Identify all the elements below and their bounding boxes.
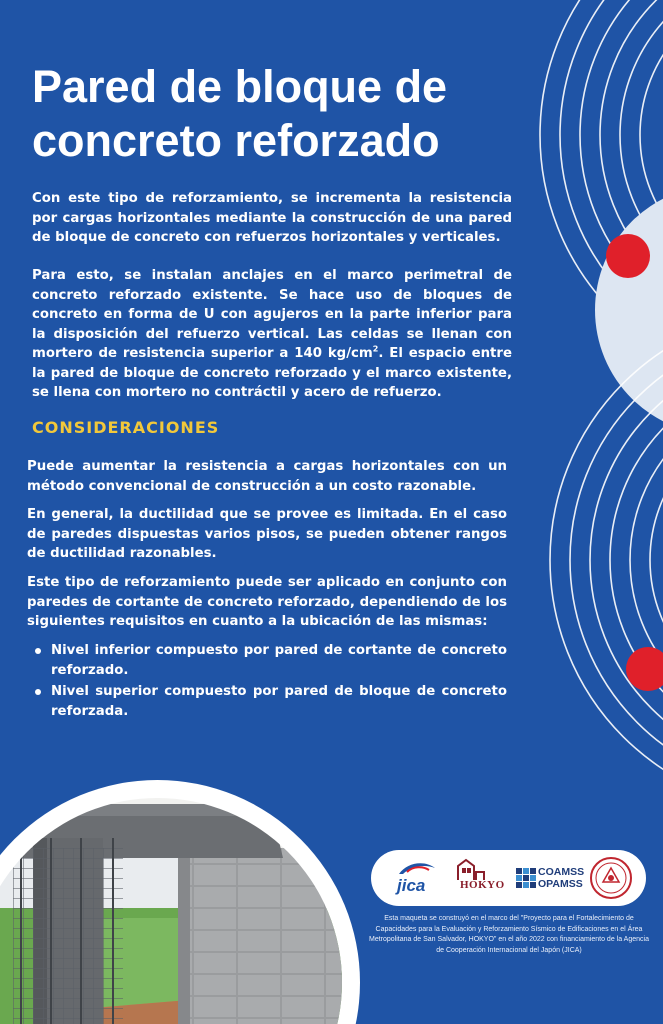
bullet-icon [35,648,41,654]
intro-paragraph-1: Con este tipo de reforzamiento, se incrementa la resistencia por cargas horizontales mediante la construcción de una pared de bloque de concreto con refuerzos horizontales y verticales. [32,191,512,245]
bullet-icon [35,689,41,695]
coamss-logo-text [538,866,584,890]
coamss-grid-icon [516,868,536,890]
consideration-paragraph-3: Este tipo de reforzamiento puede ser aplicado en conjunto con paredes de cortante de concreto reforzado, dependiendo de los siguientes requisitos en cuanto a la ubicación de las mismas: [27,575,507,629]
university-seal-icon [589,856,633,900]
light-circle-decoration [595,185,663,435]
consideration-paragraph-1: Puede aumentar la resistencia a cargas horizontales con un método convencional de construcción a un costo razonable. [27,459,507,494]
footer-credits: Esta maqueta se construyó en el marco del "Proyecto para el Fortalecimiento de Capacidades para la Evaluación y Reforzamiento Sísmico de Edificaciones en el Área Metropolitana de San Salvador, HOKYO" en el año 2022 con financiamiento de la Agencia de Cooperación Internacional del Japón (JICA) [369,915,649,954]
list-item [27,682,507,721]
page-title: Pared de bloque de concreto reforzado [32,61,448,166]
list-item [27,641,507,680]
hokyo-logo-text: HOKYO [460,879,505,891]
requirements-list [27,641,507,723]
opamss-line: OPAMSS [538,878,583,890]
jica-logo [393,860,438,898]
intro-paragraph-2 [32,266,512,403]
list-item-text: Nivel inferior compuesto por pared de cortante de concreto reforzado. [51,643,507,678]
coamss-opamss-logo [516,866,586,892]
red-dot-decoration-top [606,234,650,278]
intro-p2-text: Para esto, se instalan anclajes en el marco perimetral de concreto reforzado existente. Se hace uso de bloques de concreto en forma de U con agujeros en la parte inferior para la disposición del refuerzo vertical. Las celdas se llenan con mortero de resistencia superior a 140 kg/cm [32,268,512,361]
coamss-line: COAMSS [538,866,585,878]
jica-logo-text: jica [397,876,426,895]
superscript: 2 [372,344,379,354]
list-item-text: Nivel superior compuesto por pared de bloque de concreto reforzada. [51,684,507,719]
section-heading: CONSIDERACIONES [32,418,220,437]
intro-p2-text-end: . El espacio entre la pared de bloque de concreto reforzado y el marco existente, se llena con mortero no contráctil y acero de refuerzo. [32,346,512,400]
hokyo-logo [450,858,506,898]
consideration-paragraph-2: En general, la ductilidad que se provee es limitada. En el caso de paredes dispuestas varios pisos, se pueden obtener rangos de ductilidad razonables. [27,507,507,561]
